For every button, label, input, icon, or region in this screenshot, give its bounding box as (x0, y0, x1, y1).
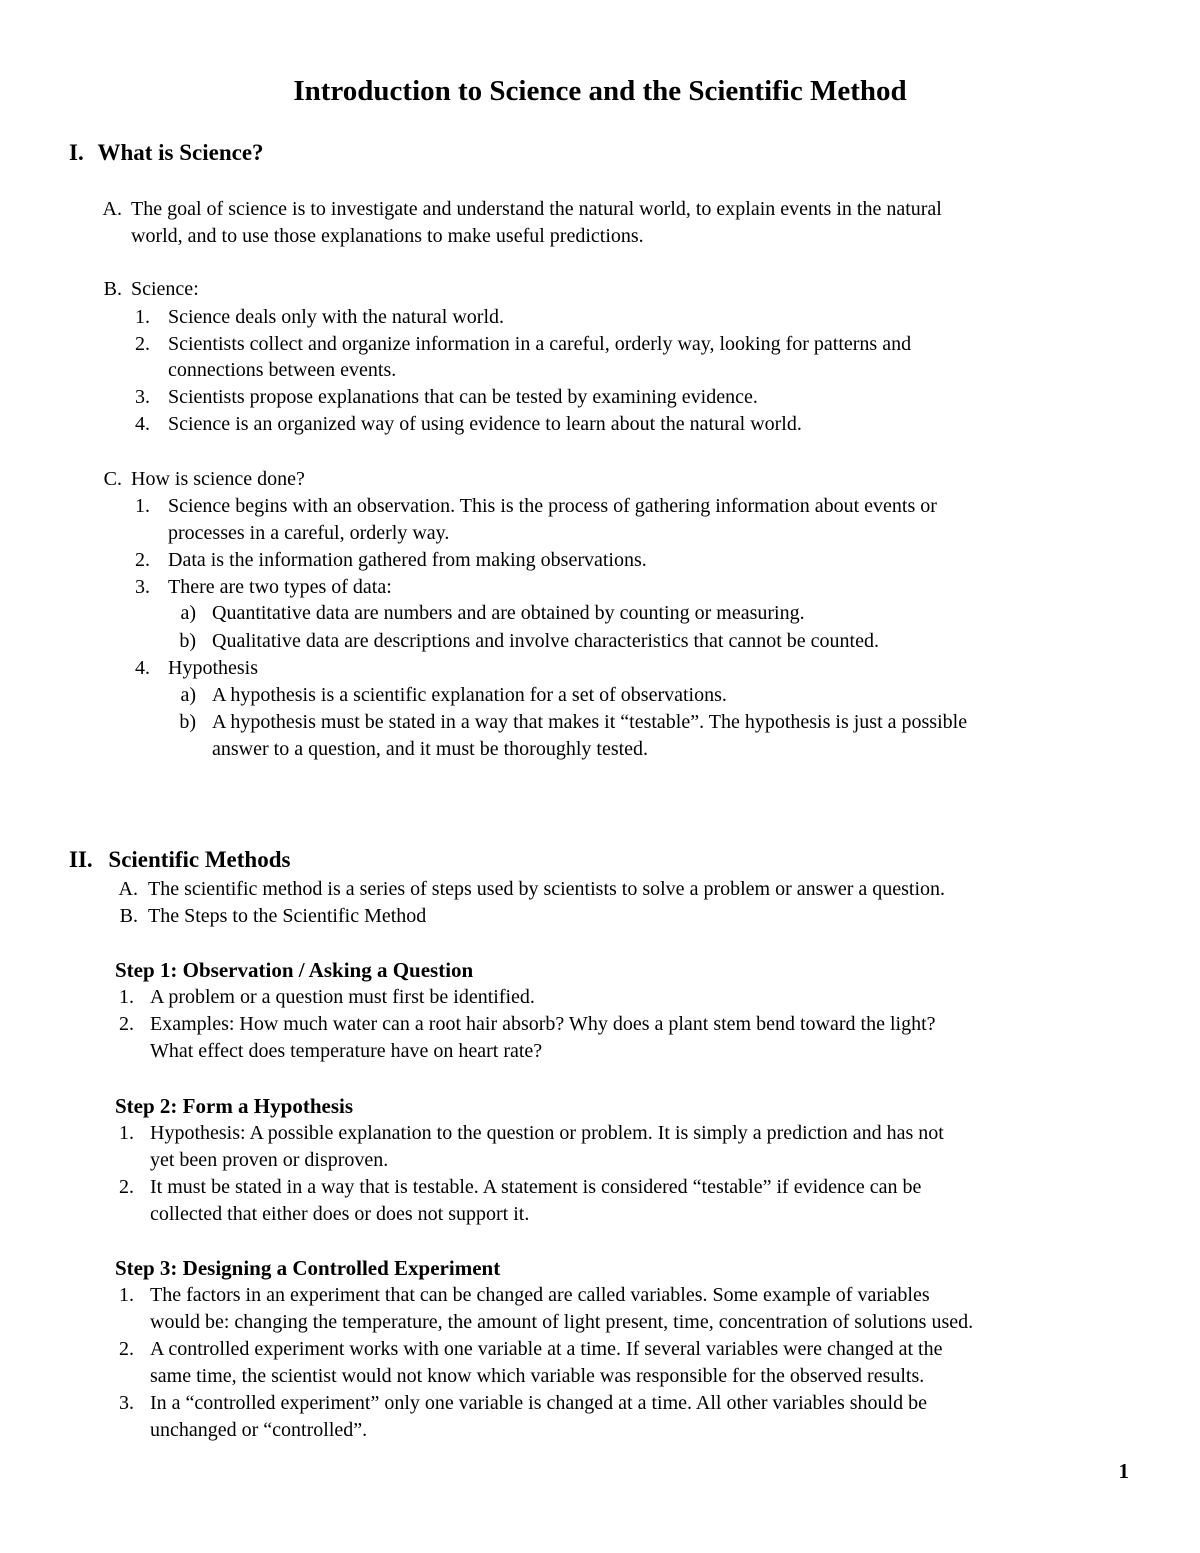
list-marker: 1. (135, 306, 150, 328)
page-number: 1 (1118, 1459, 1129, 1483)
list-marker: 4. (135, 413, 150, 435)
list-item-text: Examples: How much water can a root hair absorb? Why does a plant stem bend toward the light? (150, 1013, 936, 1035)
step-3-heading: Step 3: Designing a Controlled Experiment (115, 1256, 501, 1280)
section-2-title: Scientific Methods (108, 847, 291, 872)
list-marker: 2. (119, 1176, 134, 1198)
list-marker: 3. (135, 576, 150, 598)
sublist-item-text: A hypothesis must be stated in a way that makes it “testable”. The hypothesis is just a possible (212, 711, 968, 733)
item-text-line: world, and to use those explanations to make useful predictions. (131, 225, 644, 247)
list-item-text: yet been proven or disproven. (150, 1149, 389, 1171)
list-item-text: Science is an organized way of using evidence to learn about the natural world. (168, 413, 802, 435)
sublist-item-text: Quantitative data are numbers and are obtained by counting or measuring. (212, 602, 805, 624)
section-2-heading (69, 846, 290, 874)
list-marker: 1. (119, 1122, 134, 1144)
item-text-line: The scientific method is a series of steps used by scientists to solve a problem or answer a question. (148, 878, 946, 900)
item-marker: C. (103, 468, 122, 490)
sublist-marker: b) (179, 630, 196, 652)
sublist-item-text: A hypothesis is a scientific explanation for a set of observations. (212, 684, 727, 706)
item-text-line: The goal of science is to investigate and understand the natural world, to explain events in the natural (131, 198, 942, 220)
section-2-numeral: II. (69, 847, 93, 872)
sublist-marker: a) (180, 602, 196, 624)
list-marker: 2. (119, 1013, 134, 1035)
list-item-text: connections between events. (168, 359, 397, 381)
step-2-heading: Step 2: Form a Hypothesis (115, 1094, 353, 1118)
list-item-text: processes in a careful, orderly way. (168, 522, 450, 544)
list-item-text: What effect does temperature have on heart rate? (150, 1040, 543, 1062)
list-marker: 2. (135, 549, 150, 571)
list-marker: 2. (119, 1338, 134, 1360)
list-item-text: Scientists propose explanations that can be tested by examining evidence. (168, 386, 758, 408)
section-1-heading (69, 139, 264, 167)
sublist-item-text: Qualitative data are descriptions and involve characteristics that cannot be counted. (212, 630, 879, 652)
document-title: Introduction to Science and the Scientific Method (293, 75, 907, 107)
list-item-text: unchanged or “controlled”. (150, 1419, 368, 1441)
sublist-marker: a) (180, 684, 196, 706)
list-item-text: Data is the information gathered from making observations. (168, 549, 647, 571)
list-marker: 3. (135, 386, 150, 408)
item-marker: B. (103, 278, 122, 300)
item-text-line: Science: (131, 278, 199, 300)
item-text-line: How is science done? (131, 468, 305, 490)
list-item-text: Science deals only with the natural world. (168, 306, 505, 328)
list-item-text: collected that either does or does not support it. (150, 1203, 530, 1225)
list-item-text: A controlled experiment works with one variable at a time. If several variables were changed at the (150, 1338, 943, 1360)
list-item-text: Hypothesis: A possible explanation to the question or problem. It is simply a prediction and has not (150, 1122, 944, 1144)
list-item-text: Science begins with an observation. This is the process of gathering information about events or (168, 495, 937, 517)
list-item-text: It must be stated in a way that is testable. A statement is considered “testable” if evidence can be (150, 1176, 922, 1198)
sublist-item-text: answer to a question, and it must be thoroughly tested. (212, 738, 649, 760)
list-item-text: A problem or a question must first be identified. (150, 986, 535, 1008)
list-marker: 4. (135, 657, 150, 679)
sublist-marker: b) (179, 711, 196, 733)
item-marker: A. (118, 878, 138, 900)
item-marker: B. (119, 905, 138, 927)
step-1-heading: Step 1: Observation / Asking a Question (115, 958, 474, 982)
list-item-text: Hypothesis (168, 657, 258, 679)
list-item-text: Scientists collect and organize information in a careful, orderly way, looking for patterns and (168, 333, 912, 355)
item-text-line: The Steps to the Scientific Method (148, 905, 427, 927)
section-1-title: What is Science? (97, 140, 264, 165)
list-item-text: The factors in an experiment that can be changed are called variables. Some example of variables (150, 1284, 930, 1306)
list-item-text: same time, the scientist would not know which variable was responsible for the observed results. (150, 1365, 925, 1387)
list-marker: 1. (119, 986, 134, 1008)
list-marker: 2. (135, 333, 150, 355)
section-1-numeral: I. (69, 140, 84, 165)
list-marker: 1. (119, 1284, 134, 1306)
list-item-text: In a “controlled experiment” only one variable is changed at a time. All other variables should be (150, 1392, 927, 1414)
list-item-text: There are two types of data: (168, 576, 392, 598)
list-marker: 3. (119, 1392, 134, 1414)
list-marker: 1. (135, 495, 150, 517)
list-item-text: would be: changing the temperature, the amount of light present, time, concentration of solutions used. (150, 1311, 974, 1333)
item-marker: A. (102, 198, 122, 220)
